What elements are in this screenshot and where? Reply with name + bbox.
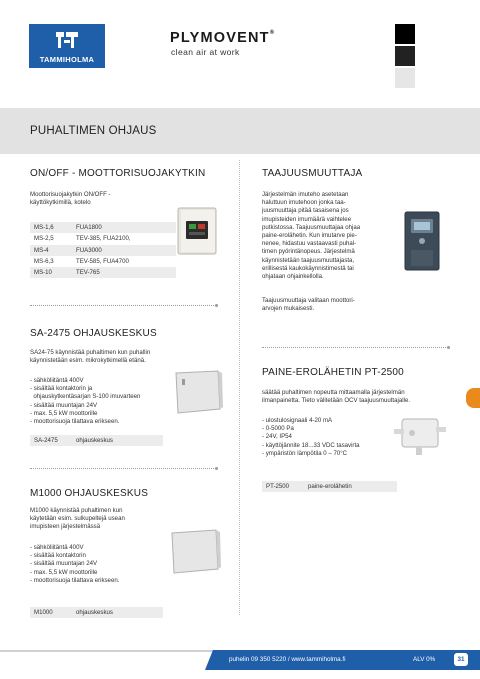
frequency-converter-image xyxy=(403,210,443,272)
color-swatch-light xyxy=(395,68,415,88)
onoff-table xyxy=(30,222,176,278)
m1000-cabinet-image xyxy=(168,527,222,575)
divider-line xyxy=(262,347,448,348)
brand-tagline: clean air at work xyxy=(171,47,240,57)
sa2475-cabinet-image xyxy=(172,369,224,415)
table-row: M1000 ohjauskeskus xyxy=(30,607,163,618)
table-row: MS-10 TEV-765 xyxy=(30,267,176,278)
section-title-taajuusmuuttaja: TAAJUUSMUUTTAJA xyxy=(262,168,363,179)
footer-vat: ALV 0% xyxy=(413,656,436,663)
page-title: PUHALTIMEN OHJAUS xyxy=(30,125,157,137)
sa2475-description: SA24-75 käynnistää puhaltimen kun puhallin käynnistetään esim. mikrokytkimellä etänä. xyxy=(30,349,151,365)
onoff-description: Moottorisuojakytkin ON/OFF - käyttökytkimillä, kotelo xyxy=(30,191,111,207)
color-swatch-dark xyxy=(395,46,415,66)
table-row: MS-4 FUA3000 xyxy=(30,245,176,256)
sa2475-table xyxy=(30,435,163,446)
column-divider xyxy=(239,160,240,615)
motor-switch-image xyxy=(177,206,219,256)
table-row: MS-6,3 TEV-585, FUA4700 xyxy=(34,258,129,266)
title-band xyxy=(0,108,480,154)
table-row: PT-2500 paine-erolähetin xyxy=(262,481,397,492)
footer-contact: puhelin 09 350 5220 / www.tammiholma.fi xyxy=(229,656,346,663)
page-number: 31 xyxy=(454,653,468,666)
m1000-specs: - sähköliitäntä 400V - sisältää kontaktorin - sisältää muuntajan 24V - max. 5,5 kW moottorille - moottorisuoja tilattava erikseen. xyxy=(30,544,120,584)
taajuus-note: Taajuusmuuttaja valitaan moottori- arvojen mukaisesti. xyxy=(262,297,355,313)
paine-specs: - ulostulosignaali 4-20 mA - 0-5000 Pa - 24V, IP54 - käyttöjännite 18...33 VDC tasavirta - ympäristön lämpötila 0 – 70°C xyxy=(262,417,360,457)
footer-bar xyxy=(213,650,480,670)
sa2475-specs: - sähköliitäntä 400V - sisältää kontaktorin ja ohjauskytkentäsarjan S-100 imuvarteen - sisältää muuntajan 24V - max. 5,5 kW moottorille - moottorisuoja tilattava erikseen. xyxy=(30,377,141,426)
logo-wordmark: TAMMIHOLMA xyxy=(39,55,95,64)
table-row: MS-2,5 TEV-385, FUA2100, xyxy=(34,235,131,243)
table-row: MS-1,6 FUA1800 xyxy=(30,222,176,233)
section-title-onoff: ON/OFF - MOOTTORISUOJAKYTKIN xyxy=(30,168,206,179)
plymovent-brand xyxy=(170,30,275,46)
taajuus-description: Järjestelmän imuteho asetetaan haluttuun imutehoon jonka taa- juusmuuttaja pitää tasaisena jos imupisteiden imumäärä vaihtelee putkistossa. Taajuusmuuttajaa ohjaa paine-erolähetin. Kun imutarve pie- nenee, hidastuu vastaavasti puhal- timen pyörintänopeus. Järjestelmä käynnistetään taajuusmuuttajasta, erillisestä kaukokäynnistimestä tai ohjataan ohjainkellolla. xyxy=(262,191,361,281)
pressure-transmitter-image xyxy=(392,413,448,457)
divider-line xyxy=(30,305,216,306)
brand-name: PLYMOVENT xyxy=(170,30,270,46)
color-swatch-black xyxy=(395,24,415,44)
section-title-paine: PAINE-EROLÄHETIN PT-2500 xyxy=(262,367,404,378)
brand-registered: ® xyxy=(269,30,276,36)
section-tab-marker xyxy=(466,388,480,408)
m1000-table xyxy=(30,607,163,618)
tammiholma-logo xyxy=(29,24,105,68)
section-title-sa2475: SA-2475 OHJAUSKESKUS xyxy=(30,328,157,339)
m1000-description: M1000 käynnistää puhaltimen kun käytetään esim. sulkupeltejä usean imupisteen järjestelmässä xyxy=(30,507,125,531)
paine-description: säätää puhaltimen nopeutta mittaamalla järjestelmän ilmanpainetta. Tieto välitetään OCV taajuusmuuttajalle. xyxy=(262,389,411,405)
section-title-m1000: M1000 OHJAUSKESKUS xyxy=(30,488,149,499)
table-row: SA-2475 ohjauskeskus xyxy=(30,435,163,446)
tammiholma-mark-icon xyxy=(53,29,81,51)
paine-table xyxy=(262,481,397,492)
divider-line xyxy=(30,468,216,469)
